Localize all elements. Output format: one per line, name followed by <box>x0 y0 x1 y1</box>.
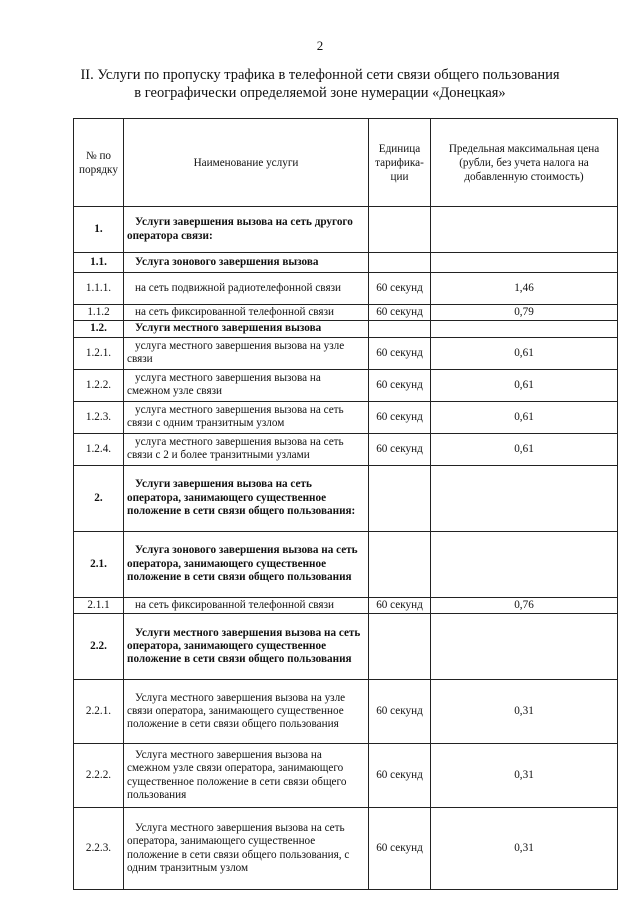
max-price: 1,46 <box>431 273 618 305</box>
max-price: 0,76 <box>431 597 618 613</box>
service-name: Услуга местного завершения вызова на сеть оператора, занимающего существенное положение в сети связи общего пользования, с одним транзитным узлом <box>124 808 369 890</box>
row-number: 2.2. <box>74 614 124 680</box>
tariff-unit: 60 секунд <box>369 597 431 613</box>
max-price: 0,61 <box>431 401 618 433</box>
tariff-unit: 60 секунд <box>369 305 431 321</box>
table-row <box>74 614 618 680</box>
service-name: Услуги местного завершения вызова на сеть оператора, занимающего существенное положение в сети связи общего пользования <box>124 614 369 680</box>
row-number: 1.2.4. <box>74 433 124 465</box>
max-price: 0,61 <box>431 337 618 369</box>
tariff-unit: 60 секунд <box>369 337 431 369</box>
row-number: 1. <box>74 207 124 253</box>
tariff-unit <box>369 465 431 531</box>
service-name: Услуга зонового завершения вызова на сеть оператора, занимающего существенное положение в сети связи общего пользования <box>124 531 369 597</box>
service-name: Услуги местного завершения вызова <box>124 321 369 337</box>
section-title <box>40 66 600 102</box>
table-row <box>74 680 618 744</box>
row-number: 1.2. <box>74 321 124 337</box>
tariff-table <box>73 118 618 890</box>
service-name: Услуга местного завершения вызова на смежном узле связи оператора, занимающего существенное положение в сети связи общего пользования <box>124 744 369 808</box>
max-price <box>431 465 618 531</box>
tariff-unit: 60 секунд <box>369 808 431 890</box>
row-number: 1.2.1. <box>74 337 124 369</box>
table-row <box>74 744 618 808</box>
table-header-row <box>74 119 618 207</box>
row-number: 2.2.1. <box>74 680 124 744</box>
row-number: 2. <box>74 465 124 531</box>
max-price: 0,31 <box>431 744 618 808</box>
service-name: Услуги завершения вызова на сеть оператора, занимающего существенное положение в сети связи общего пользования: <box>124 465 369 531</box>
tariff-unit <box>369 531 431 597</box>
table-row <box>74 808 618 890</box>
header-name: Наименование услуги <box>124 119 369 207</box>
tariff-unit: 60 секунд <box>369 401 431 433</box>
header-num: № по порядку <box>74 119 124 207</box>
tariff-unit <box>369 614 431 680</box>
table-row <box>74 321 618 337</box>
row-number: 1.1.1. <box>74 273 124 305</box>
tariff-unit: 60 секунд <box>369 433 431 465</box>
row-number: 2.1.1 <box>74 597 124 613</box>
service-name: Услуга зонового завершения вызова <box>124 253 369 273</box>
tariff-unit: 60 секунд <box>369 273 431 305</box>
tariff-unit <box>369 253 431 273</box>
header-price: Предельная максимальная цена (рубли, без учета налога на добавленную стоимость) <box>431 119 618 207</box>
table-row <box>74 597 618 613</box>
service-name: услуга местного завершения вызова на узле связи <box>124 337 369 369</box>
header-unit: Единица тарифика-ции <box>369 119 431 207</box>
tariff-unit <box>369 207 431 253</box>
table-row <box>74 305 618 321</box>
tariff-unit: 60 секунд <box>369 369 431 401</box>
service-name: услуга местного завершения вызова на смежном узле связи <box>124 369 369 401</box>
table-row <box>74 401 618 433</box>
max-price: 0,31 <box>431 680 618 744</box>
max-price: 0,31 <box>431 808 618 890</box>
service-name: Услуга местного завершения вызова на узле связи оператора, занимающего существенное положение в сети связи общего пользования <box>124 680 369 744</box>
row-number: 1.2.3. <box>74 401 124 433</box>
table-row <box>74 207 618 253</box>
section-title-line-2: в географически определяемой зоне нумерации «Донецкая» <box>134 85 506 101</box>
table-row <box>74 253 618 273</box>
table-row <box>74 369 618 401</box>
max-price: 0,79 <box>431 305 618 321</box>
table-body <box>74 207 618 890</box>
row-number: 1.2.2. <box>74 369 124 401</box>
max-price <box>431 614 618 680</box>
table-row <box>74 465 618 531</box>
service-name: Услуги завершения вызова на сеть другого оператора связи: <box>124 207 369 253</box>
service-name: на сеть фиксированной телефонной связи <box>124 305 369 321</box>
row-number: 1.1.2 <box>74 305 124 321</box>
max-price <box>431 207 618 253</box>
row-number: 2.1. <box>74 531 124 597</box>
row-number: 2.2.2. <box>74 744 124 808</box>
max-price: 0,61 <box>431 369 618 401</box>
max-price: 0,61 <box>431 433 618 465</box>
max-price <box>431 253 618 273</box>
table-row <box>74 337 618 369</box>
service-name: услуга местного завершения вызова на сеть связи с одним транзитным узлом <box>124 401 369 433</box>
table-row <box>74 273 618 305</box>
tariff-unit: 60 секунд <box>369 744 431 808</box>
tariff-unit: 60 секунд <box>369 680 431 744</box>
row-number: 1.1. <box>74 253 124 273</box>
table-row <box>74 433 618 465</box>
page-number: 2 <box>316 38 324 53</box>
row-number: 2.2.3. <box>74 808 124 890</box>
service-name: услуга местного завершения вызова на сеть связи с 2 и более транзитными узлами <box>124 433 369 465</box>
max-price <box>431 321 618 337</box>
max-price <box>431 531 618 597</box>
tariff-unit <box>369 321 431 337</box>
service-name: на сеть фиксированной телефонной связи <box>124 597 369 613</box>
section-title-line-1: II. Услуги по пропуску трафика в телефонной сети связи общего пользования <box>80 67 560 83</box>
service-name: на сеть подвижной радиотелефонной связи <box>124 273 369 305</box>
table-row <box>74 531 618 597</box>
